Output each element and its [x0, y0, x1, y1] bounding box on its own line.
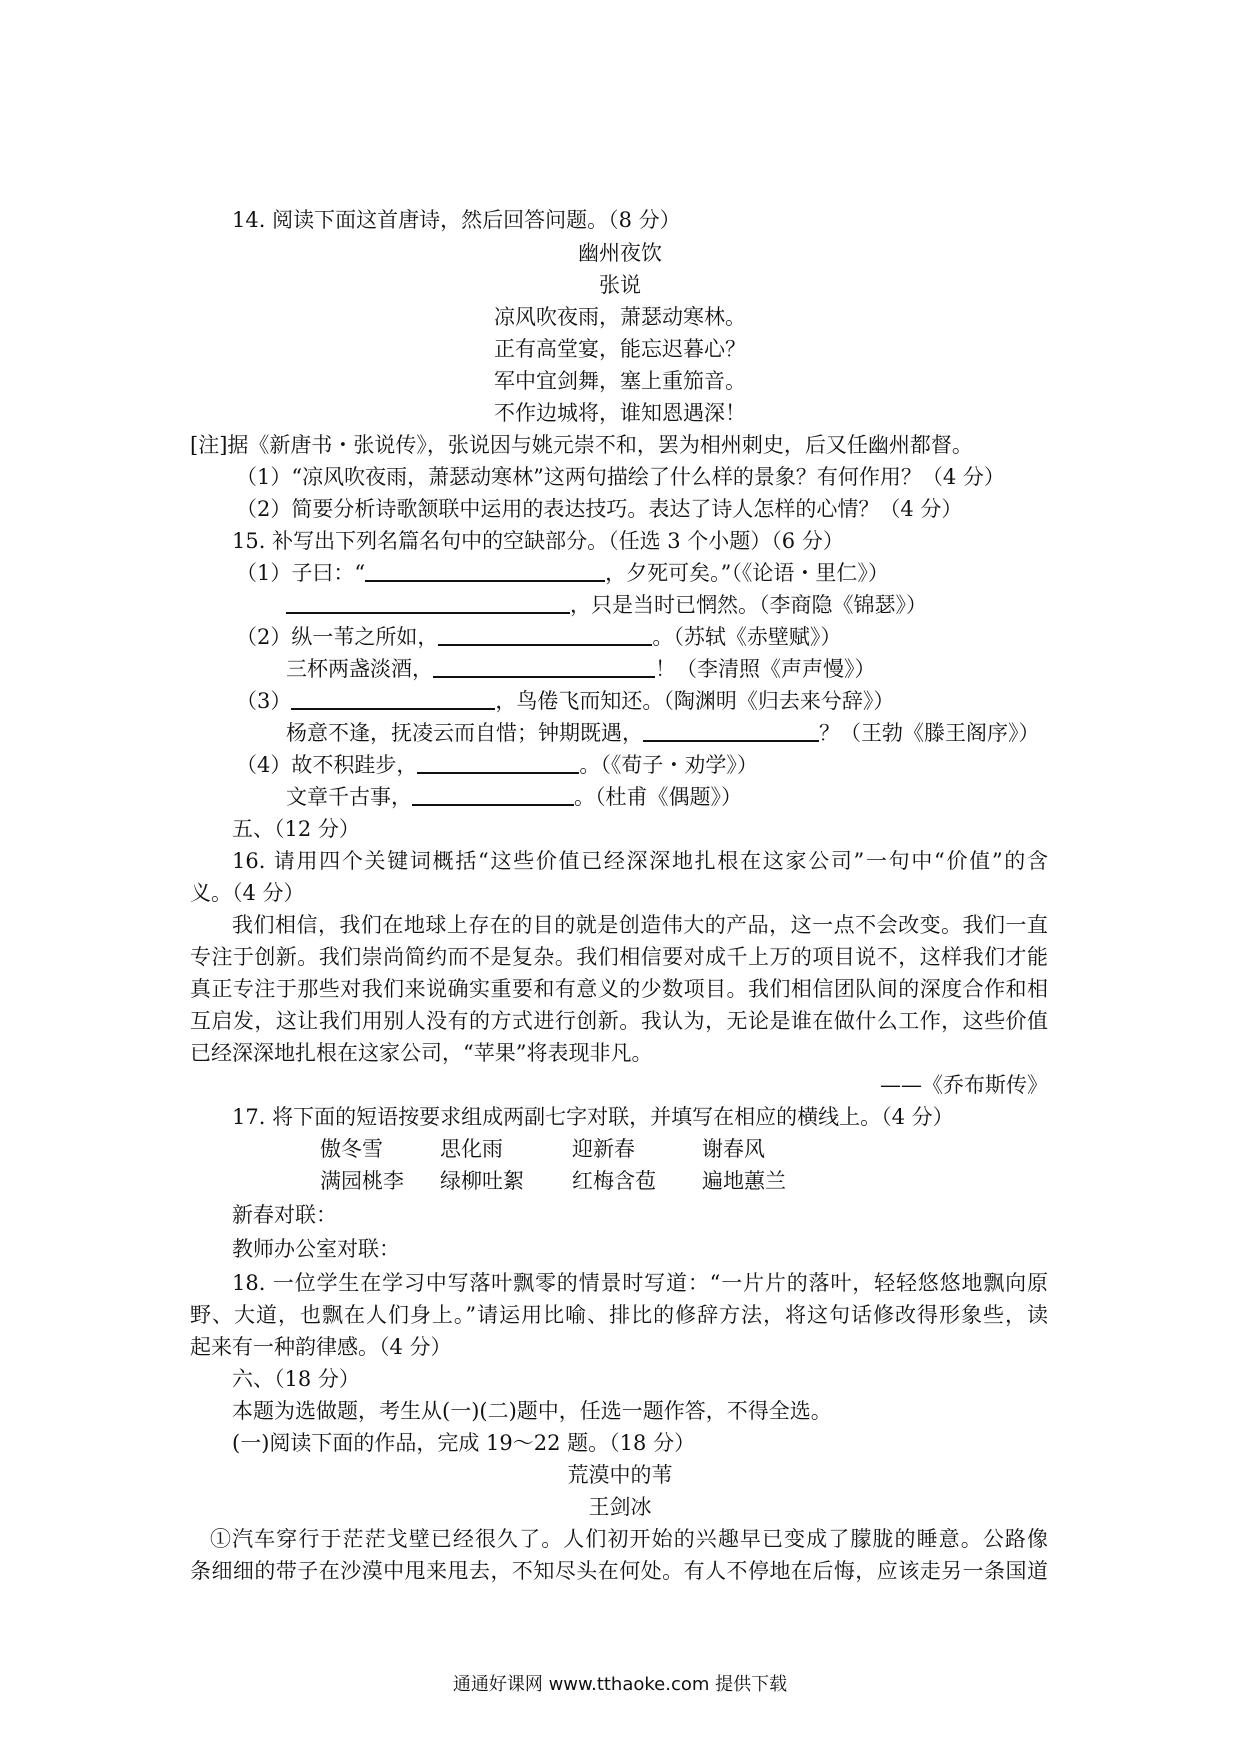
essay-line: 条细细的带子在沙漠中甩来甩去，不知尽头在何处。有人不停地在后悔，应该走另一条国道	[190, 1559, 1048, 1583]
line-text: （3）	[236, 689, 292, 713]
line-text: 三杯两盏淡酒，	[286, 657, 433, 681]
q15-line	[236, 558, 889, 588]
answer-blank[interactable]	[438, 624, 652, 646]
part-heading: (一)阅读下面的作品，完成 19～22 题。（18 分）	[232, 1431, 696, 1455]
q15-line	[236, 622, 841, 652]
q16-title-cont: 义。（4 分）	[190, 881, 305, 905]
section-heading: 五、（12 分）	[232, 817, 360, 841]
line-text: ？（王勃《滕王阁序》）	[819, 721, 1040, 745]
page-footer: 通通好课网 www.tthaoke.com 提供下载	[452, 1674, 788, 1695]
phrase: 绿柳吐絮	[440, 1169, 524, 1193]
essay-line: ①汽车穿行于茫茫戈壁已经很久了。人们初开始的兴趣早已变成了朦胧的睡意。公路像	[210, 1527, 1048, 1551]
q17-title: 17. 将下面的短语按要求组成两副七字对联，并填写在相应的横线上。（4 分）	[232, 1105, 954, 1129]
q15-line	[286, 590, 927, 620]
poem-line: 正有高堂宴，能忘迟暮心？	[494, 337, 746, 361]
line-text: 文章千古事，	[286, 785, 412, 809]
phrase: 谢春风	[702, 1137, 765, 1161]
line-text: 。（《荀子・劝学》）	[579, 753, 758, 777]
line-text: 。（苏轼《赤壁赋》）	[652, 625, 842, 649]
q15-line	[236, 750, 758, 780]
phrase: 满园桃李	[320, 1169, 404, 1193]
phrase: 思化雨	[440, 1137, 503, 1161]
poem-author: 张说	[599, 273, 641, 297]
poem-note: [注]据《新唐书・张说传》，张说因与姚元崇不和，罢为相州刺史，后又任幽州都督。	[190, 433, 973, 457]
answer-blank[interactable]	[286, 592, 570, 614]
q15-title: 15. 补写出下列名篇名句中的空缺部分。（任选 3 个小题）（6 分）	[232, 529, 844, 553]
q15-line	[286, 718, 1040, 748]
poem-line: 军中宜剑舞，塞上重笳音。	[494, 369, 746, 393]
q18-text: 起来有一种韵律感。（4 分）	[190, 1335, 452, 1359]
passage-line: 我们相信，我们在地球上存在的目的就是创造伟大的产品，这一点不会改变。我们一直	[232, 913, 1048, 937]
q15-line	[286, 654, 876, 684]
q14-sub1: （1）“凉风吹夜雨，萧瑟动寒林”这两句描绘了什么样的景象？有何作用？（4 分）	[236, 465, 1005, 489]
answer-blank[interactable]	[433, 656, 655, 678]
q14-sub2: （2）简要分析诗歌颔联中运用的表达技巧。表达了诗人怎样的心情？（4 分）	[236, 497, 963, 521]
line-text: ，鸟倦飞而知还。（陶渊明《归去来兮辞》）	[495, 689, 895, 713]
phrase: 迎新春	[572, 1137, 635, 1161]
passage-line: 真正专注于那些对我们来说确实重要和有意义的少数项目。我们相信团队间的深度合作和相	[190, 977, 1048, 1001]
answer-blank[interactable]	[643, 720, 819, 742]
couplet-label: 新春对联：	[232, 1203, 337, 1227]
section-note: 本题为选做题，考生从(一)(二)题中，任选一题作答，不得全选。	[232, 1399, 832, 1423]
answer-blank[interactable]	[291, 688, 495, 710]
passage-source: ——《乔布斯传》	[880, 1073, 1048, 1097]
q15-line	[236, 686, 894, 716]
answer-blank[interactable]	[365, 560, 605, 582]
phrase: 傲冬雪	[320, 1137, 383, 1161]
q14-title: 14. 阅读下面这首唐诗，然后回答问题。（8 分）	[232, 208, 681, 232]
q15-line	[286, 782, 742, 812]
line-text: （1）子曰：“	[236, 561, 366, 585]
passage-line: 已经深深地扎根在这家公司，“苹果”将表现非凡。	[190, 1041, 653, 1065]
phrase: 遍地蕙兰	[702, 1169, 786, 1193]
answer-blank[interactable]	[417, 752, 579, 774]
line-text: 。（杜甫《偶题》）	[574, 785, 742, 809]
line-text: ，只是当时已惘然。（李商隐《锦瑟》）	[570, 593, 927, 617]
q18-text: 野、大道，也飘在人们身上。”请运用比喻、排比的修辞方法，将这句话修改得形象些，读	[190, 1303, 1048, 1327]
poem-line: 凉风吹夜雨，萧瑟动寒林。	[494, 305, 746, 329]
passage-line: 互启发，这让我们用别人没有的方式进行创新。我认为，无论是谁在做什么工作，这些价值	[190, 1009, 1048, 1033]
section-heading: 六、（18 分）	[232, 1367, 360, 1391]
answer-blank[interactable]	[412, 784, 574, 806]
essay-author: 王剑冰	[588, 1495, 652, 1519]
line-text: ，夕死可矣。”（《论语・里仁》）	[605, 561, 889, 585]
q16-title: 16. 请用四个关键词概括“这些价值已经深深地扎根在这家公司”一句中“价值”的含	[232, 849, 1048, 873]
poem-title: 幽州夜饮	[578, 241, 662, 265]
line-text: 杨意不逢，抚凌云而自惜；钟期既遇，	[286, 721, 643, 745]
line-text: ！（李清照《声声慢》）	[655, 657, 876, 681]
poem-line: 不作边城将，谁知恩遇深！	[494, 401, 746, 425]
phrase: 红梅含苞	[572, 1169, 656, 1193]
couplet-label: 教师办公室对联：	[232, 1237, 400, 1261]
passage-line: 专注于创新。我们崇尚简约而不是复杂。我们相信要对成千上万的项目说不，这样我们才能	[190, 945, 1048, 969]
line-text: （4）故不积跬步，	[236, 753, 418, 777]
essay-title: 荒漠中的苇	[567, 1463, 673, 1487]
q18-text: 18. 一位学生在学习中写落叶飘零的情景时写道：“一片片的落叶，轻轻悠悠地飘向原	[232, 1271, 1048, 1295]
line-text: （2）纵一苇之所如，	[236, 625, 439, 649]
